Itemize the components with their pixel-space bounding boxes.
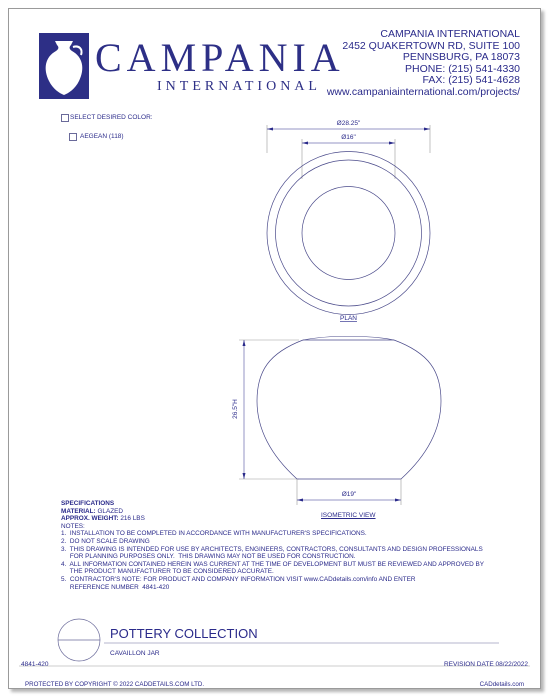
- plan-inner-dim: Ø16": [341, 134, 356, 141]
- spec-weight: [61, 515, 521, 523]
- spec-material: [61, 508, 521, 516]
- reference-number: 4841-420: [21, 661, 49, 668]
- elevation-view: [232, 336, 441, 505]
- material-label: MATERIAL:: [61, 507, 96, 515]
- elevation-label: ISOMETRIC VIEW: [321, 512, 376, 519]
- specs-heading: SPECIFICATIONS: [61, 500, 115, 507]
- drawing-subtitle: CAVAILLON JAR: [110, 650, 160, 657]
- company-phone: PHONE: (215) 541-4330: [405, 62, 520, 75]
- caddetails-link[interactable]: CADdetails.com: [479, 681, 524, 688]
- note-line: 2. DO NOT SCALE DRAWING: [61, 537, 150, 545]
- company-address-line1: 2452 QUAKERTOWN RD, SUITE 100: [342, 39, 520, 52]
- weight-label: APPROX. WEIGHT:: [61, 515, 119, 523]
- company-address-line2: PENNSBURG, PA 18073: [402, 51, 520, 63]
- note-line: FOR PLANNING PURPOSES ONLY. THIS DRAWING MAY NOT BE USED FOR CONSTRUCTION.: [61, 553, 356, 561]
- note-line: 4. ALL INFORMATION CONTAINED HEREIN WAS CURRENT AT THE TIME OF DEVELOPMENT BUT MUST BE REVIEWED AND APPROVED BY: [61, 560, 485, 568]
- copyright-notice: PROTECTED BY COPYRIGHT © 2022 CADDETAILS.COM LTD.: [25, 681, 205, 688]
- company-fax: FAX: (215) 541-4628: [422, 74, 520, 86]
- material-value: GLAZED: [97, 507, 124, 515]
- note-line: 5. CONTRACTOR'S NOTE: FOR PRODUCT AND COMPANY INFORMATION VISIT www.CADdetails.com/info AND ENTER: [61, 575, 416, 583]
- drawing-sheet: [8, 8, 541, 689]
- select-color-label: SELECT DESIRED COLOR:: [70, 114, 153, 121]
- notes-label: NOTES:: [61, 522, 85, 530]
- note-line: REFERENCE NUMBER 4841-420: [61, 583, 170, 591]
- amphora-logo-icon: [39, 33, 89, 99]
- company-url[interactable]: www.campaniainternational.com/projects/: [326, 85, 520, 98]
- weight-value: 216 LBS: [120, 515, 145, 523]
- plan-outer-dim: Ø28.25": [336, 120, 361, 127]
- campania-logo: [39, 33, 345, 103]
- plan-label: PLAN: [340, 315, 357, 322]
- brand-name: CAMPANIA: [95, 35, 345, 80]
- jar-drawings: [9, 109, 540, 509]
- brand-subname: INTERNATIONAL: [157, 79, 321, 94]
- note-line: 1. INSTALLATION TO BE COMPLETED IN ACCORDANCE WITH MANUFACTURER'S SPECIFICATIONS.: [61, 530, 367, 538]
- plan-view: [267, 120, 430, 322]
- specifications-block: [61, 500, 521, 591]
- note-line: THE PRODUCT MANUFACTURER TO BE CONSIDERED ACCURATE.: [61, 568, 274, 576]
- company-info: [327, 29, 520, 98]
- elevation-base-dim: Ø19": [341, 491, 357, 498]
- color-option-label: AEGEAN (118): [80, 133, 124, 140]
- revision-date: REVISION DATE 08/22/2022: [443, 661, 528, 668]
- elevation-height-dim: 26.5"H: [232, 399, 239, 419]
- note-line: 3. THIS DRAWING IS INTENDED FOR USE BY ARCHITECTS, ENGINEERS, CONTRACTORS, CONSULTANTS AND DESIGN PROFESSIONALS: [61, 545, 483, 553]
- drawing-title: POTTERY COLLECTION: [110, 626, 258, 641]
- company-name: CAMPANIA INTERNATIONAL: [380, 28, 520, 40]
